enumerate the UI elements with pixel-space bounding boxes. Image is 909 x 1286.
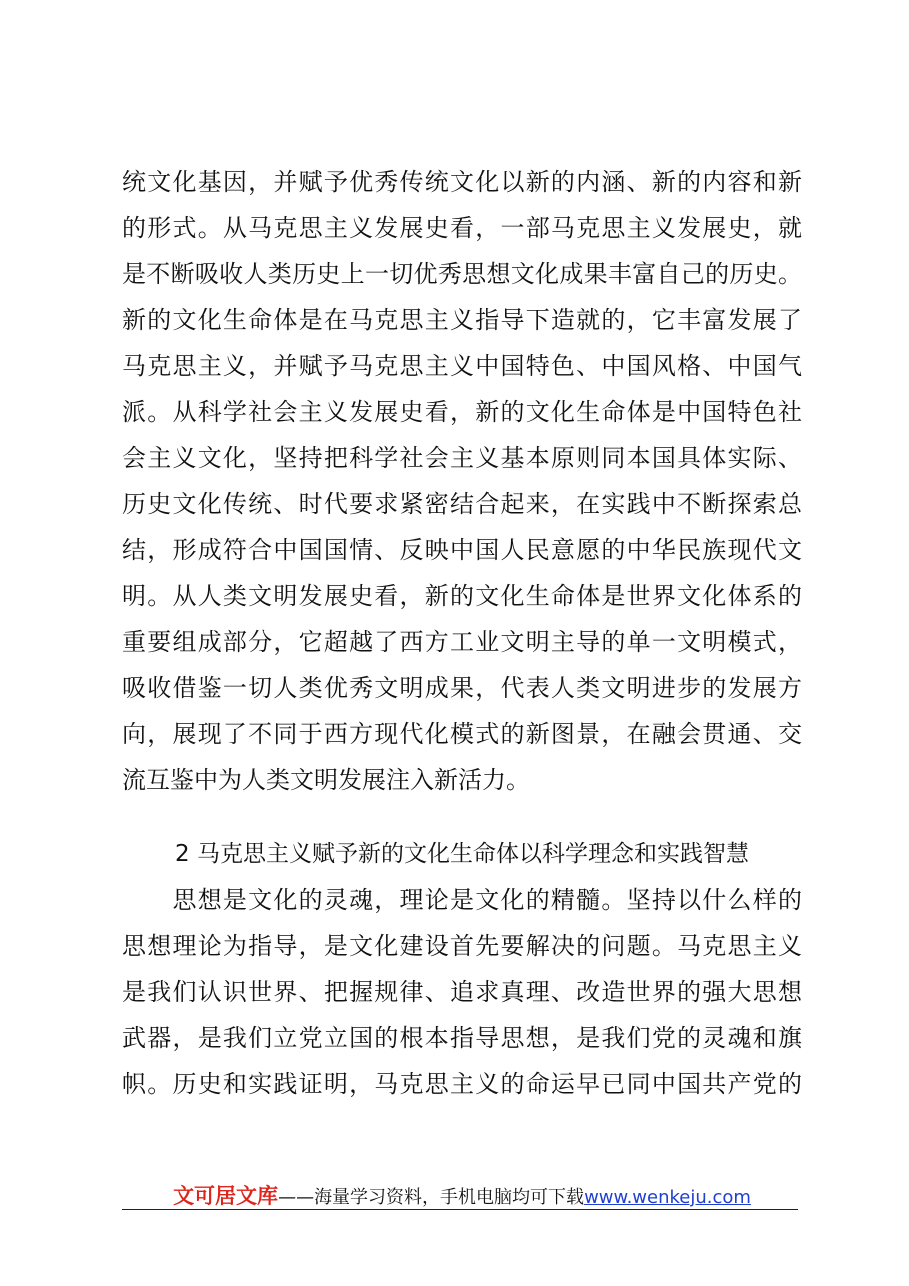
paragraph-line: 重要组成部分，它超越了西方工业文明主导的单一文明模式， (122, 628, 802, 656)
section-heading: 2 马克思主义赋予新的文化生命体以科学理念和实践智慧 (175, 841, 749, 867)
paragraph-line: 思想理论为指导，是文化建设首先要解决的问题。马克思主义 (122, 932, 802, 960)
paragraph-line: 派。从科学社会主义发展史看，新的文化生命体是中国特色社 (122, 398, 802, 426)
paragraph-line: 会主义文化，坚持把科学社会主义基本原则同本国具体实际、 (122, 444, 802, 472)
paragraph-line: 是不断吸收人类历史上一切优秀思想文化成果丰富自己的历史。 (122, 260, 802, 288)
paragraph-line: 新的文化生命体是在马克思主义指导下造就的，它丰富发展了 (122, 306, 802, 334)
paragraph-line: 思想是文化的灵魂，理论是文化的精髓。坚持以什么样的 (122, 886, 802, 914)
paragraph-line: 结，形成符合中国国情、反映中国人民意愿的中华民族现代文 (122, 536, 802, 564)
footer-url-link[interactable]: www.wenkeju.com (584, 1187, 751, 1208)
paragraph-line: 吸收借鉴一切人类优秀文明成果，代表人类文明进步的发展方 (122, 674, 802, 702)
paragraph-line: 历史文化传统、时代要求紧密结合起来，在实践中不断探索总 (122, 490, 802, 518)
paragraph-line: 向，展现了不同于西方现代化模式的新图景，在融会贯通、交 (122, 720, 802, 748)
footer-divider (122, 1209, 798, 1210)
paragraph-line: 武器，是我们立党立国的根本指导思想，是我们党的灵魂和旗 (122, 1024, 802, 1052)
paragraph-line: 明。从人类文明发展史看，新的文化生命体是世界文化体系的 (122, 582, 802, 610)
paragraph-line: 的形式。从马克思主义发展史看，一部马克思主义发展史，就 (122, 214, 802, 242)
page-footer (122, 1180, 802, 1212)
paragraph-line: 帜。历史和实践证明，马克思主义的命运早已同中国共产党的 (122, 1070, 802, 1098)
paragraph-line: 流互鉴中为人类文明发展注入新活力。 (122, 766, 530, 794)
paragraph-line: 统文化基因，并赋予优秀传统文化以新的内涵、新的内容和新 (122, 168, 802, 196)
paragraph-line: 是我们认识世界、把握规律、追求真理、改造世界的强大思想 (122, 978, 802, 1006)
paragraph-line: 马克思主义，并赋予马克思主义中国特色、中国风格、中国气 (122, 352, 802, 380)
footer-brand: 文可居文库 (173, 1184, 279, 1208)
footer-slogan: ——海量学习资料，手机电脑均可下载 (278, 1187, 585, 1208)
